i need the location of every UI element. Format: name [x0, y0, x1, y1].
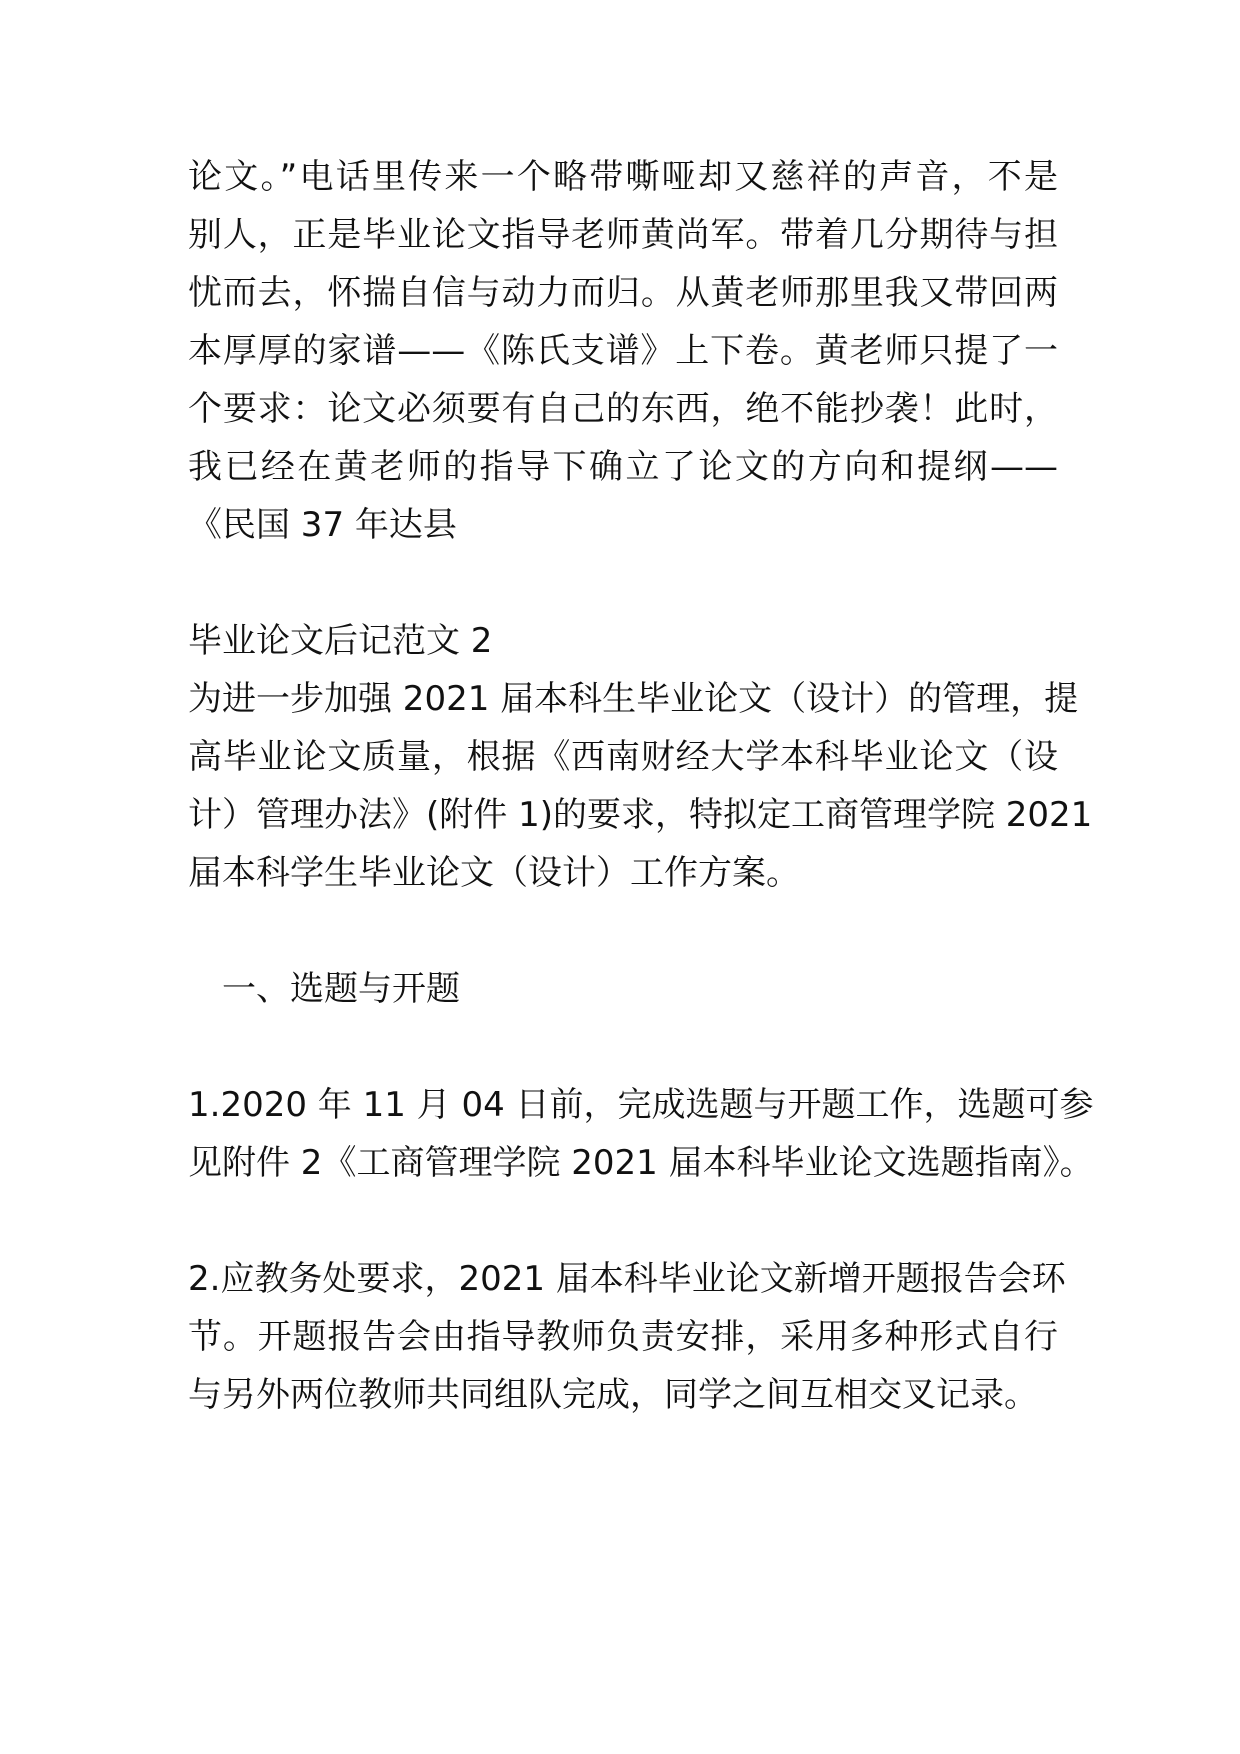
text-line: 高毕业论文质量，根据《西南财经大学本科毕业论文（设 [188, 737, 1058, 777]
text-line: 别人，正是毕业论文指导老师黄尚军。带着几分期待与担 [188, 215, 1058, 255]
text-line: 届本科学生毕业论文（设计）工作方案。 [188, 853, 800, 893]
list-item-line: 1.2020 年 11 月 04 日前，完成选题与开题工作，选题可参 [188, 1085, 1094, 1125]
text-line: 个要求：论文必须要有自己的东西，绝不能抄袭！此时， [188, 389, 1058, 429]
text-line: 计）管理办法》(附件 1)的要求，特拟定工商管理学院 2021 [188, 795, 1093, 835]
text-line: 我已经在黄老师的指导下确立了论文的方向和提纲—— [188, 447, 1058, 487]
list-item-line: 节。开题报告会由指导教师负责安排，采用多种形式自行 [188, 1317, 1058, 1357]
list-item-line: 与另外两位教师共同组队完成，同学之间互相交叉记录。 [188, 1375, 1038, 1415]
text-line: 本厚厚的家谱——《陈氏支谱》上下卷。黄老师只提了一 [188, 331, 1058, 371]
section-title: 毕业论文后记范文 2 [188, 621, 493, 661]
text-line: 论文。”电话里传来一个略带嘶哑却又慈祥的声音，不是 [188, 157, 1058, 197]
list-item-line: 2.应教务处要求，2021 届本科毕业论文新增开题报告会环 [188, 1259, 1066, 1299]
section-heading: 一、选题与开题 [188, 969, 460, 1009]
list-item-line: 见附件 2《工商管理学院 2021 届本科毕业论文选题指南》。 [188, 1143, 1094, 1183]
text-line: 忧而去，怀揣自信与动力而归。从黄老师那里我又带回两 [188, 273, 1058, 313]
text-line: 为进一步加强 2021 届本科生毕业论文（设计）的管理，提 [188, 679, 1079, 719]
text-line: 《民国 37 年达县 [188, 505, 457, 545]
